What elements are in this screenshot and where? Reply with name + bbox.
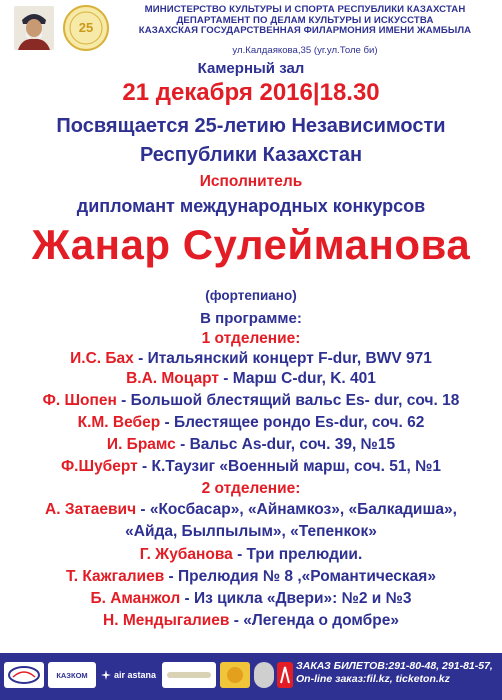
composer-name: И. Брамс	[106, 436, 176, 453]
diploma-text: дипломант международных конкурсов	[76, 196, 426, 216]
program-item	[0, 568, 502, 586]
program-item	[0, 414, 502, 432]
composer-portrait	[14, 6, 54, 50]
kazkom-logo-text: КАЗКОМ	[56, 670, 88, 680]
program-item	[0, 546, 502, 564]
airastana-logo-text: air astana	[114, 670, 157, 680]
composer-name: Ф. Шопен	[42, 392, 117, 409]
program-item	[0, 458, 502, 476]
work-title: - Из цикла «Двери»: №2 и №3	[180, 590, 412, 607]
venue-address: ул.Калдаякова,35 (уг.ул.Толе би)	[232, 45, 378, 56]
part1-title: 1 отделение:	[201, 330, 301, 347]
ticket-info	[296, 660, 502, 686]
performer-name: Жанар Сулейманова	[31, 221, 471, 268]
composer-name: Ф.Шуберт	[60, 458, 138, 475]
organization-header	[108, 5, 502, 37]
program-item	[0, 523, 502, 541]
composer-name: Н. Мендыгалиев	[103, 612, 230, 629]
dedication-line-2: Республики Казахстан	[139, 144, 363, 166]
program-item	[0, 501, 502, 519]
work-title: - Большой блестящий вальс Es- dur, соч. 18	[116, 392, 460, 409]
program-item	[0, 436, 502, 454]
sponsor-logo-6	[254, 662, 274, 688]
performer-label: Исполнитель	[199, 173, 303, 190]
composer-name: Г. Жубанова	[139, 546, 233, 563]
sponsor-logo-1	[4, 662, 44, 688]
program-item	[0, 350, 502, 368]
part2-title: 2 отделение:	[201, 480, 301, 497]
program-item	[0, 612, 502, 630]
work-title: - «Косбасар», «Айнамкоз», «Балкадиша»,	[136, 501, 457, 518]
sponsor-logo-kazkom	[48, 662, 96, 688]
program-item	[0, 590, 502, 608]
work-title: - Прелюдия № 8 ,«Романтическая»	[164, 568, 436, 585]
work-title: - Вальс As-dur, соч. 39, №15	[175, 436, 396, 453]
org-line-department: ДЕПАРТАМЕНТ ПО ДЕЛАМ КУЛЬТУРЫ И ИСКУССТВА	[176, 14, 434, 26]
sponsor-logo-airastana	[100, 662, 158, 688]
work-title: «Айда, Былпылым», «Тепенкок»	[125, 523, 377, 540]
program-item	[0, 392, 502, 410]
hall-name: Камерный зал	[197, 60, 305, 77]
instrument-label: (фортепиано)	[205, 288, 297, 303]
work-title: - К.Таузиг «Военный марш, соч. 51, №1	[137, 458, 442, 475]
composer-name: Т. Кажгалиев	[66, 568, 165, 585]
work-title: - Три прелюдии.	[232, 546, 363, 563]
sponsor-logo-5	[220, 662, 250, 688]
ticket-online: On-line заказ:fil.kz, ticketon.kz	[296, 673, 450, 685]
work-title: - «Легенда о домбре»	[229, 612, 399, 629]
work-title: - Марш C-dur, K. 401	[218, 370, 376, 387]
composer-name: В.А. Моцарт	[126, 370, 219, 387]
work-title: - Итальянский концерт F-dur, BWV 971	[133, 350, 432, 367]
program-item	[0, 370, 502, 388]
composer-name: И.С. Бах	[70, 350, 134, 367]
svg-text:25: 25	[78, 20, 94, 35]
composer-name: А. Затаевич	[45, 501, 137, 518]
org-line-ministry: МИНИСТЕРСТВО КУЛЬТУРЫ И СПОРТА РЕСПУБЛИКИ КАЗАХСТАН	[144, 4, 466, 15]
composer-name: К.М. Вебер	[77, 414, 161, 431]
sponsor-logo-4	[162, 662, 216, 688]
anniversary-25-logo	[62, 4, 110, 52]
sponsor-logo-7	[277, 662, 293, 688]
ticket-phone: ЗАКАЗ БИЛЕТОВ:291-80-48, 291-81-57,	[296, 660, 493, 672]
program-title: В программе:	[200, 310, 302, 327]
event-date: 21 декабря 2016|18.30	[122, 79, 380, 106]
work-title: - Блестящее рондо Es-dur, соч. 62	[160, 414, 425, 431]
org-line-philharmonic: КАЗАХСКАЯ ГОСУДАРСТВЕННАЯ ФИЛАРМОНИЯ ИМЕНИ ЖАМБЫЛА	[138, 25, 472, 36]
dedication-line-1: Посвящается 25-летию Независимости	[56, 115, 446, 137]
composer-name: Б. Аманжол	[90, 590, 181, 607]
